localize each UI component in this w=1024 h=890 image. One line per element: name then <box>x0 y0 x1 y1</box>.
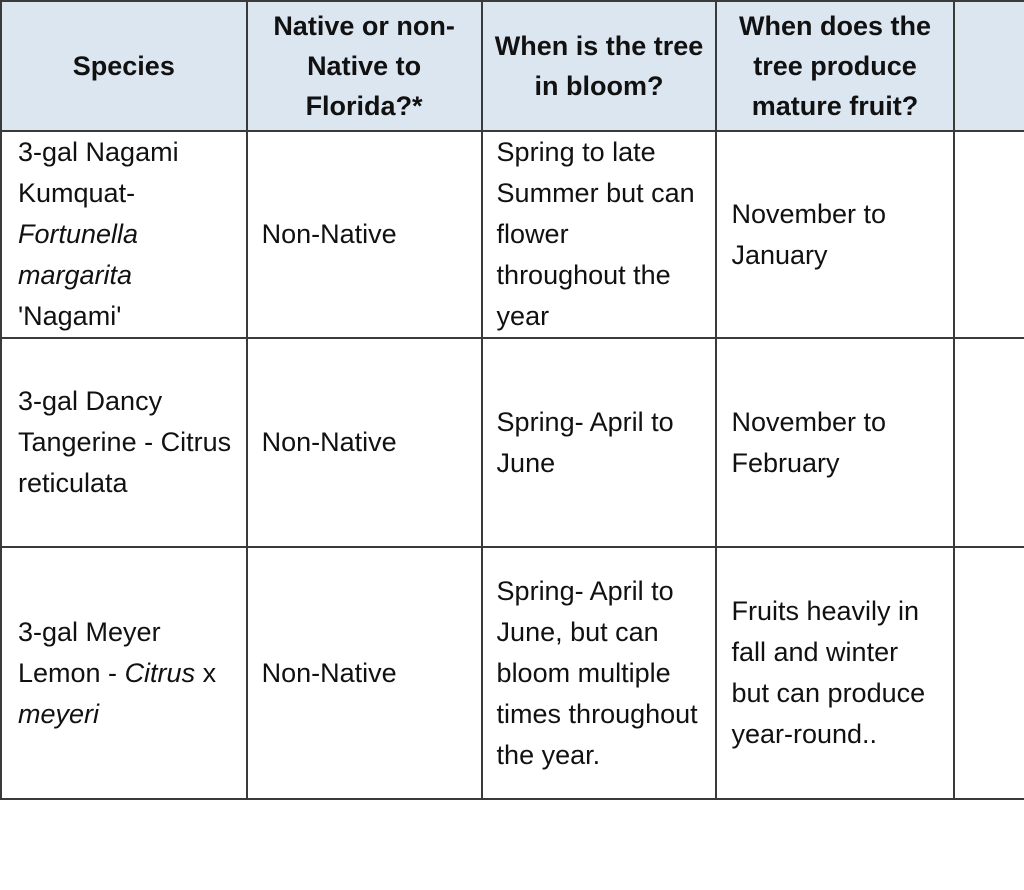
species-cell <box>1 131 247 338</box>
header-native: Native or non-Native to Florida?* <box>247 1 482 131</box>
species-name: 3-gal Meyer Lemon - <box>18 616 161 688</box>
table-row <box>1 547 1024 799</box>
header-species: Species <box>1 1 247 131</box>
native-cell: Non-Native <box>247 547 482 799</box>
species-name: 3-gal Nagami Kumquat- <box>18 137 179 208</box>
bloom-cell: Spring to late Summer but can flower throughout the year <box>482 131 717 338</box>
header-extra <box>954 1 1024 131</box>
fruit-cell: November to January <box>716 131 953 338</box>
table-row <box>1 131 1024 338</box>
extra-cell <box>954 131 1024 338</box>
species-cultivar: 'Nagami' <box>18 301 122 331</box>
species-scientific-name: Citrus <box>124 657 196 688</box>
species-cell <box>1 547 247 799</box>
species-scientific-name: Fortunella margarita <box>18 219 139 290</box>
header-row <box>1 1 1024 131</box>
species-name: 3-gal Dancy Tangerine - Citrus reticulata <box>18 386 232 498</box>
bloom-cell: Spring- April to June <box>482 338 717 547</box>
species-cell <box>1 338 247 547</box>
fruit-cell: Fruits heavily in fall and winter but can produce year-round.. <box>716 547 953 799</box>
fruit-cell: November to February <box>716 338 953 547</box>
bloom-cell: Spring- April to June, but can bloom multiple times throughout the year. <box>482 547 717 799</box>
native-cell: Non-Native <box>247 131 482 338</box>
species-epithet: meyeri <box>18 698 100 729</box>
native-cell: Non-Native <box>247 338 482 547</box>
header-fruit: When does the tree produce mature fruit? <box>716 1 953 131</box>
header-bloom: When is the tree in bloom? <box>482 1 717 131</box>
extra-cell <box>954 547 1024 799</box>
species-name-separator: x <box>195 657 217 688</box>
extra-cell <box>954 338 1024 547</box>
table-row <box>1 338 1024 547</box>
